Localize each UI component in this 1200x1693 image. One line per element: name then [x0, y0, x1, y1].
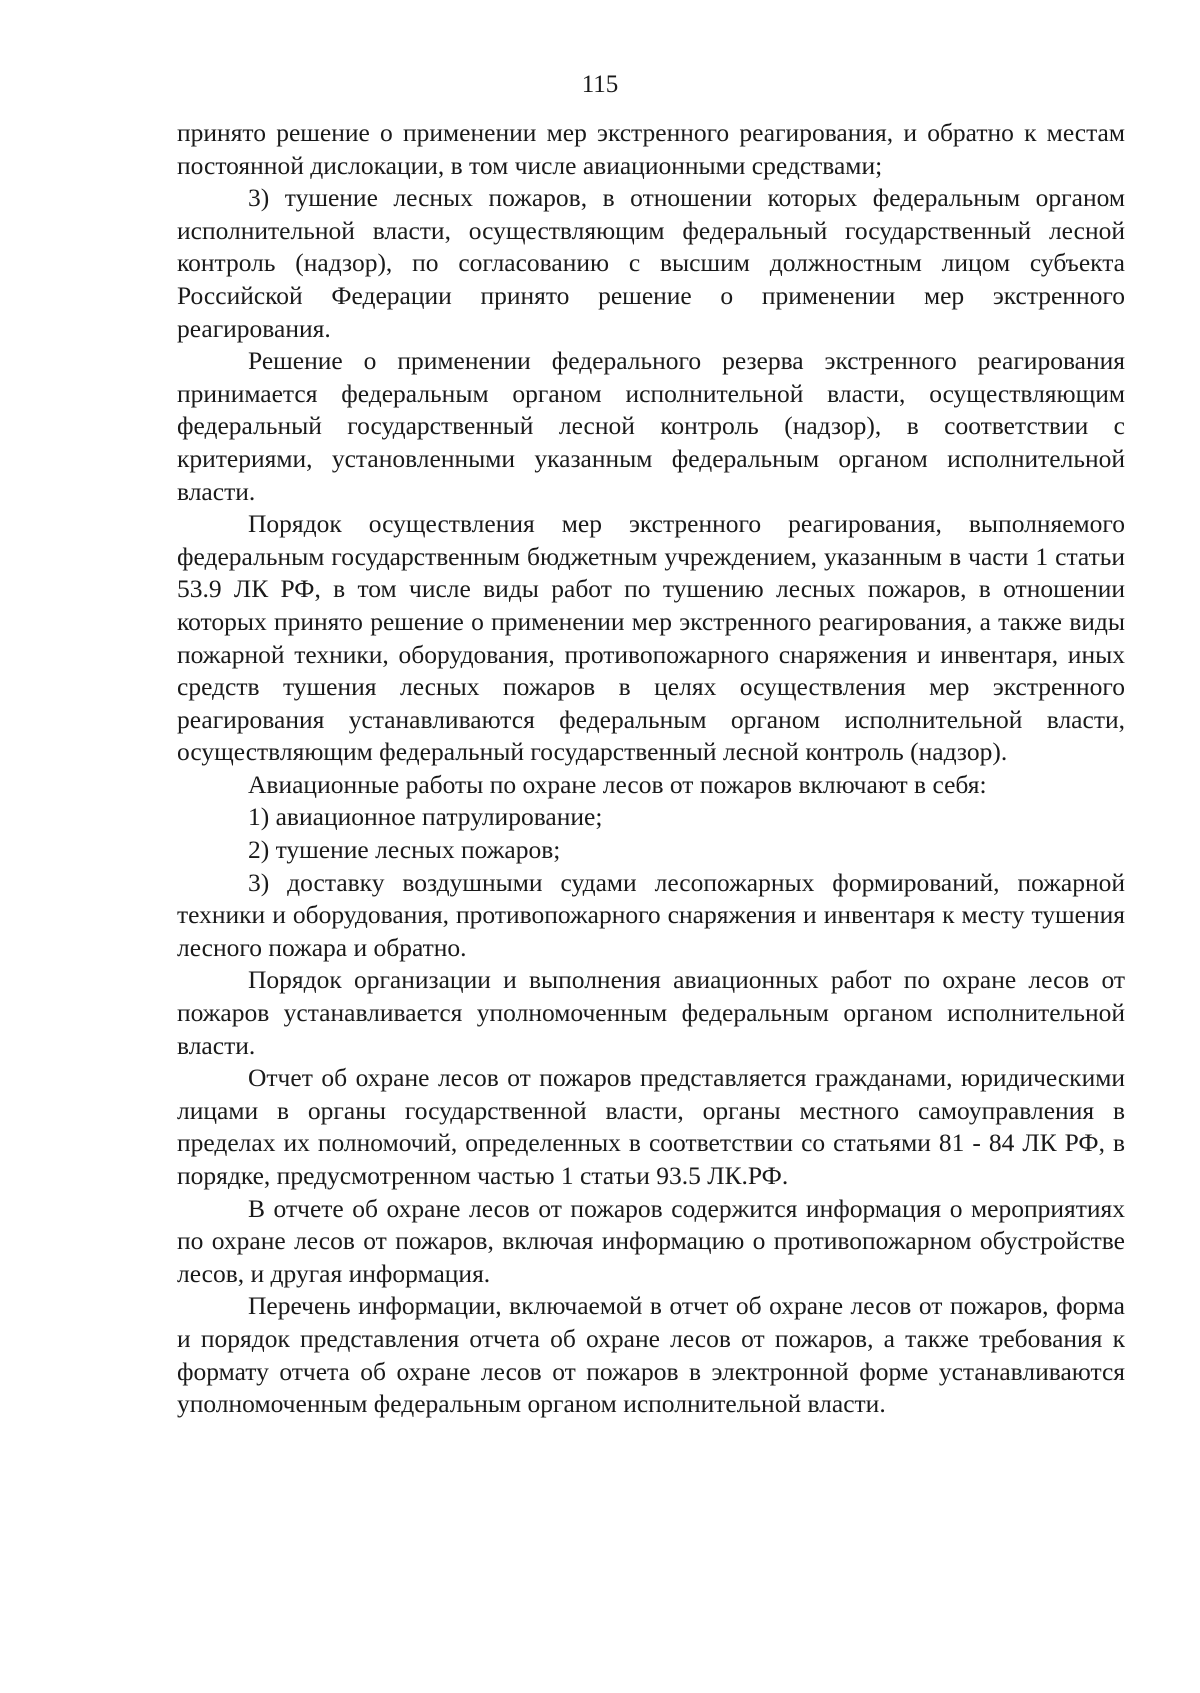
paragraph: Перечень информации, включаемой в отчет об охране лесов от пожаров, форма и порядок представления отчета об охране лесов от пожаров, а также требования к формату отчета об охране лесов от пожаров в электронной форме устанавливаются уполномоченным федеральным органом исполнительной власти. — [177, 1291, 1125, 1419]
paragraph: Решение о применении федерального резерва экстренного реагирования принимается федеральным органом исполнительной власти, осуществляющим федеральный государственный лесной контроль (надзор), в соответствии с критериями, установленными указанным федеральным органом исполнительной власти. — [177, 346, 1125, 506]
paragraph: 3) тушение лесных пожаров, в отношении которых федеральным органом исполнительной власти, осуществляющим федеральный государственный лесной контроль (надзор), по согласованию с высшим должностным лицом субъекта Российской Федерации принято решение о применении мер экстренного реагирования. — [177, 183, 1125, 343]
paragraph: Порядок организации и выполнения авиационных работ по охране лесов от пожаров устанавливается уполномоченным федеральным органом исполнительной власти. — [177, 965, 1125, 1060]
document-body — [177, 117, 1125, 1421]
list-item: 2) тушение лесных пожаров; — [248, 835, 561, 865]
paragraph: Авиационные работы по охране лесов от пожаров включают в себя: — [248, 769, 987, 799]
paragraph: принято решение о применении мер экстренного реагирования, и обратно к местам постоянной дислокации, в том числе авиационными средствами; — [177, 118, 1125, 180]
paragraph: Отчет об охране лесов от пожаров представляется гражданами, юридическими лицами в органы государственной власти, органы местного самоуправления в пределах их полномочий, определенных в соответствии со статьями 81 - 84 ЛК РФ, в порядке, предусмотренном частью 1 статьи 93.5 ЛК.РФ. — [177, 1063, 1125, 1190]
list-item: 3) доставку воздушными судами лесопожарных формирований, пожарной техники и оборудования, противопожарного снаряжения и инвентаря к месту тушения лесного пожара и обратно. — [177, 867, 1125, 962]
list-item: 1) авиационное патрулирование; — [248, 802, 603, 832]
paragraph: Порядок осуществления мер экстренного реагирования, выполняемого федеральным государственным бюджетным учреждением, указанным в части 1 статьи 53.9 ЛК РФ, в том числе виды работ по тушению лесных пожаров, в отношении которых принято решение о применении мер экстренного реагирования, а также виды пожарной техники, оборудования, противопожарного снаряжения и инвентаря, иных средств тушения лесных пожаров в целях осуществления мер экстренного реагирования устанавливаются федеральным органом исполнительной власти, осуществляющим федеральный государственный лесной контроль (надзор). — [177, 509, 1125, 767]
paragraph: В отчете об охране лесов от пожаров содержится информация о мероприятиях по охране лесов от пожаров, включая информацию о противопожарном обустройстве лесов, и другая информация. — [177, 1193, 1125, 1288]
page-number: 115 — [581, 71, 619, 98]
